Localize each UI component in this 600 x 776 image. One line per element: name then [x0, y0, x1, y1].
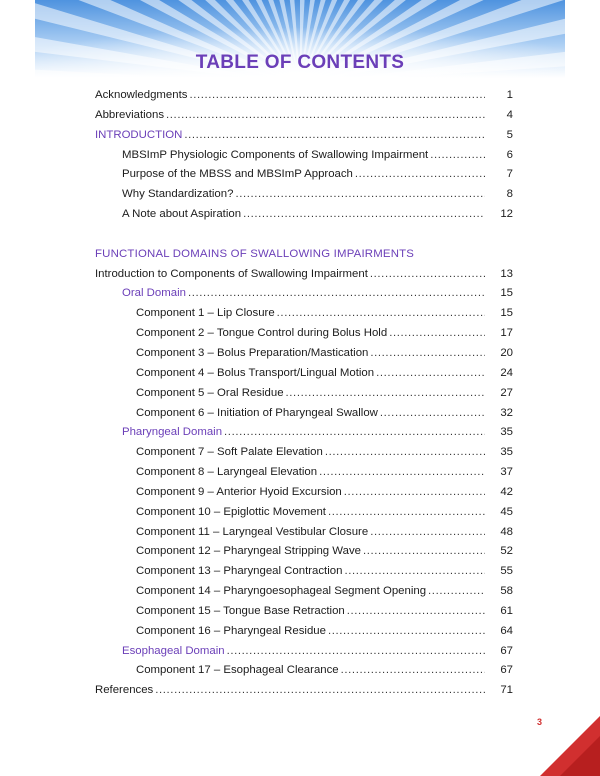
toc-entry-label: Purpose of the MBSS and MBSImP Approach — [122, 168, 353, 181]
toc-entry-label: Component 3 – Bolus Preparation/Mastication — [136, 346, 369, 359]
toc-entry-page: 61 — [500, 604, 513, 617]
toc-entry[interactable] — [95, 423, 513, 443]
dot-leader — [380, 404, 485, 424]
toc-entry-page: 5 — [506, 128, 513, 141]
toc-main-list — [95, 265, 513, 702]
toc-entry[interactable] — [95, 681, 513, 701]
toc-entry-label: Component 8 – Laryngeal Elevation — [136, 466, 318, 479]
dot-leader — [286, 384, 485, 404]
dot-leader — [243, 205, 485, 225]
toc-entry[interactable] — [95, 265, 513, 285]
toc-entry-label: Component 5 – Oral Residue — [136, 386, 284, 399]
toc-entry-page: 15 — [500, 307, 513, 320]
dot-leader — [166, 106, 485, 126]
toc-entry[interactable] — [95, 284, 513, 304]
toc-entry-label: Component 7 – Soft Palate Elevation — [136, 446, 323, 459]
toc-entry-page: 6 — [506, 148, 513, 161]
toc-entry[interactable] — [95, 185, 513, 205]
dot-leader — [277, 304, 485, 324]
toc-entry[interactable] — [95, 562, 513, 582]
toc-entry-label: Component 12 – Pharyngeal Stripping Wave — [136, 545, 361, 558]
toc-entry-label: Abbreviations — [95, 108, 165, 121]
toc-entry-label: Esophageal Domain — [122, 644, 225, 657]
toc-entry-page: 58 — [500, 585, 513, 598]
toc-entry[interactable] — [95, 642, 513, 662]
toc-entry[interactable] — [95, 86, 513, 106]
toc-entry-page: 35 — [500, 426, 513, 439]
toc-entry[interactable] — [95, 483, 513, 503]
toc-front-list — [95, 86, 513, 225]
toc-entry-label: Component 16 – Pharyngeal Residue — [136, 624, 326, 637]
toc-entry-label: Component 15 – Tongue Base Retraction — [136, 604, 345, 617]
toc-entry-label: References — [95, 684, 154, 697]
section-heading: FUNCTIONAL DOMAINS OF SWALLOWING IMPAIRMENTS — [95, 247, 415, 260]
dot-leader — [389, 324, 485, 344]
dot-leader — [227, 642, 485, 662]
dot-leader — [235, 185, 485, 205]
toc-entry-page: 7 — [506, 168, 513, 181]
dot-leader — [344, 562, 485, 582]
toc-entry-label: Acknowledgments — [95, 89, 188, 101]
page-number: 3 — [537, 717, 543, 727]
dot-leader — [370, 344, 485, 364]
dot-leader — [328, 622, 485, 642]
toc-entry-page: 42 — [500, 485, 513, 498]
toc-entry-page: 27 — [500, 386, 513, 399]
toc-entry-page: 17 — [500, 327, 513, 340]
dot-leader — [428, 582, 485, 602]
toc-entry-page: 15 — [500, 287, 513, 300]
toc-entry-label: Component 2 – Tongue Control during Bolus Hold — [136, 327, 388, 340]
dot-leader — [370, 523, 485, 543]
toc-entry-page: 37 — [500, 466, 513, 479]
corner-triangle-graphic — [540, 716, 600, 776]
toc-entry-page: 35 — [500, 446, 513, 459]
toc-entry-page: 12 — [500, 208, 513, 221]
toc-entry-page: 55 — [500, 565, 513, 578]
dot-leader — [224, 423, 485, 443]
toc-entry[interactable] — [95, 344, 513, 364]
toc-entry[interactable] — [95, 205, 513, 225]
toc-entry-page: 1 — [506, 89, 513, 101]
toc-entry[interactable] — [95, 146, 513, 166]
toc-entry-label: Pharyngeal Domain — [122, 426, 223, 439]
toc-entry[interactable] — [95, 582, 513, 602]
toc-entry-page: 48 — [500, 525, 513, 538]
toc-entry[interactable] — [95, 304, 513, 324]
dot-leader — [430, 146, 485, 166]
toc-entry-page: 64 — [500, 624, 513, 637]
toc-entry[interactable] — [95, 463, 513, 483]
toc-entry-label: Component 14 – Pharyngoesophageal Segment Opening — [136, 585, 427, 598]
dot-leader — [328, 503, 485, 523]
toc-entry-label: Introduction to Components of Swallowing Impairment — [95, 267, 368, 280]
toc-entry-label: Component 9 – Anterior Hyoid Excursion — [136, 485, 342, 498]
toc-entry-page: 71 — [500, 684, 513, 697]
toc-entry[interactable] — [95, 404, 513, 424]
dot-leader — [376, 364, 485, 384]
toc-entry-label: Why Standardization? — [122, 188, 234, 201]
dot-leader — [355, 165, 485, 185]
toc-entry-label: Component 13 – Pharyngeal Contraction — [136, 565, 343, 578]
toc-entry-label: Component 1 – Lip Closure — [136, 307, 275, 320]
dot-leader — [341, 661, 485, 681]
toc-entry[interactable] — [95, 523, 513, 543]
toc-entry-label: Component 17 – Esophageal Clearance — [136, 664, 339, 677]
dot-leader — [155, 681, 485, 701]
toc-entry-page: 13 — [500, 267, 513, 280]
toc-entry-label: Component 4 – Bolus Transport/Lingual Motion — [136, 366, 375, 379]
toc-entry-label: Component 10 – Epiglottic Movement — [136, 505, 326, 518]
toc-entry[interactable] — [95, 165, 513, 185]
toc-entry[interactable] — [95, 324, 513, 344]
dot-leader — [188, 284, 485, 304]
toc-entry-page: 45 — [500, 505, 513, 518]
dot-leader — [344, 483, 485, 503]
toc-entry-page: 32 — [500, 406, 513, 419]
toc-entry-label: A Note about Aspiration — [122, 208, 242, 221]
dot-leader — [184, 126, 485, 146]
dot-leader — [189, 86, 485, 106]
toc-entry-page: 52 — [500, 545, 513, 558]
toc-entry-page: 8 — [506, 188, 513, 201]
toc-entry[interactable] — [95, 542, 513, 562]
toc-entry[interactable] — [95, 364, 513, 384]
toc-entry[interactable] — [95, 443, 513, 463]
toc-entry-page: 4 — [506, 108, 513, 121]
spacer — [95, 225, 513, 245]
toc-entry-label: Oral Domain — [122, 287, 186, 300]
dot-leader — [370, 265, 485, 285]
toc-entry-label: Component 6 – Initiation of Pharyngeal Swallow — [136, 406, 378, 419]
toc-entry[interactable] — [95, 661, 513, 681]
dot-leader — [325, 443, 485, 463]
toc-entry-page: 24 — [500, 366, 513, 379]
dot-leader — [347, 602, 485, 622]
toc-entry[interactable] — [95, 503, 513, 523]
toc-entry-page: 67 — [500, 644, 513, 657]
toc-entry-page: 67 — [500, 664, 513, 677]
toc-entry-label: INTRODUCTION — [95, 128, 183, 141]
toc-entry[interactable] — [95, 106, 513, 126]
toc-entry-label: Component 11 – Laryngeal Vestibular Closure — [136, 525, 369, 538]
toc-entry-page: 20 — [500, 346, 513, 359]
toc-entry[interactable] — [95, 384, 513, 404]
table-of-contents — [95, 86, 513, 701]
toc-entry[interactable] — [95, 622, 513, 642]
dot-leader — [363, 542, 485, 562]
toc-entry[interactable] — [95, 602, 513, 622]
toc-entry-label: MBSImP Physiologic Components of Swallowing Impairment — [122, 148, 429, 161]
dot-leader — [319, 463, 485, 483]
toc-entry[interactable] — [95, 126, 513, 146]
page-title: TABLE OF CONTENTS — [195, 52, 405, 73]
